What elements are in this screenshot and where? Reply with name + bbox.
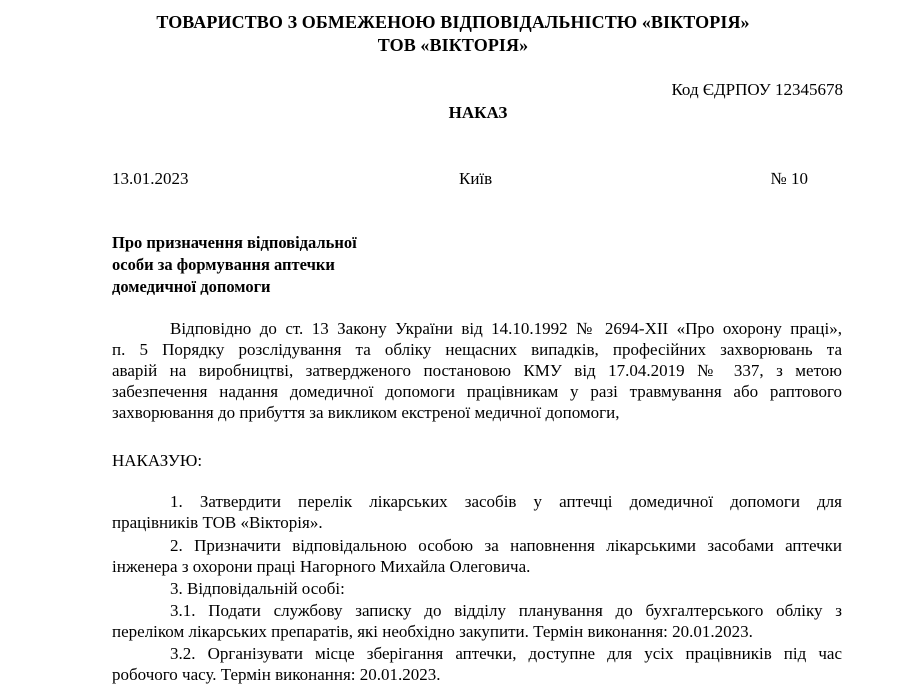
subject-line: Про призначення відповідальної xyxy=(112,233,357,252)
preamble-line: аварій на виробництві, затвердженого постановою КМУ від 17.04.2019 № 337, з метою xyxy=(112,361,842,380)
item-line: 3.1. Подати службову записку до відділу планування до бухгалтерського обліку з xyxy=(170,601,842,620)
item-3-2 xyxy=(112,643,842,685)
item-line: 3.2. Організувати місце зберігання аптечки, доступне для усіх працівників під час xyxy=(170,644,842,663)
decree-word: НАКАЗУЮ: xyxy=(112,451,203,470)
preamble-line: п. 5 Порядку розслідування та обліку нещасних випадків, професійних захворювань та xyxy=(112,340,842,359)
item-3 xyxy=(112,578,842,599)
subject-line: особи за формування аптечки xyxy=(112,255,335,274)
item-line: працівників ТОВ «Вікторія». xyxy=(112,513,323,532)
subject-line: домедичної допомоги xyxy=(112,277,271,296)
preamble-line: захворювання до прибуття за викликом екстреної медичної допомоги, xyxy=(112,403,620,422)
company-short-name: ТОВ «ВІКТОРІЯ» xyxy=(377,35,529,55)
item-2 xyxy=(112,535,842,577)
company-full-name: ТОВАРИСТВО З ОБМЕЖЕНОЮ ВІДПОВІДАЛЬНІСТЮ «ВІКТОРІЯ» xyxy=(156,12,750,32)
item-line: 1. Затвердити перелік лікарських засобів у аптечці домедичної допомоги для xyxy=(170,492,842,511)
preamble-line: Відповідно до ст. 13 Закону України від 14.10.1992 № 2694-ХІІ «Про охорону праці», xyxy=(170,319,842,338)
preamble-line: забезпечення надання домедичної допомоги працівникам у разі травмування або раптового xyxy=(112,382,842,401)
order-city: Київ xyxy=(459,169,493,188)
order-subject xyxy=(112,232,357,298)
item-3-1 xyxy=(112,600,842,642)
item-line: переліком лікарських препаратів, які необхідно закупити. Термін виконання: 20.01.2023. xyxy=(112,622,753,641)
order-title: НАКАЗ xyxy=(448,103,508,122)
preamble-paragraph xyxy=(112,318,842,423)
item-line: 2. Призначити відповідальною особою за наповнення лікарськими засобами аптечки xyxy=(170,536,842,555)
edrpou-code: Код ЄДРПОУ 12345678 xyxy=(671,80,843,99)
item-1 xyxy=(112,491,842,533)
item-line: інженера з охорони праці Нагорного Михайла Олеговича. xyxy=(112,557,531,576)
item-line: робочого часу. Термін виконання: 20.01.2023. xyxy=(112,665,441,684)
item-line: 3. Відповідальній особі: xyxy=(170,579,345,598)
order-number: № 10 xyxy=(770,169,808,188)
order-date: 13.01.2023 xyxy=(112,169,189,188)
